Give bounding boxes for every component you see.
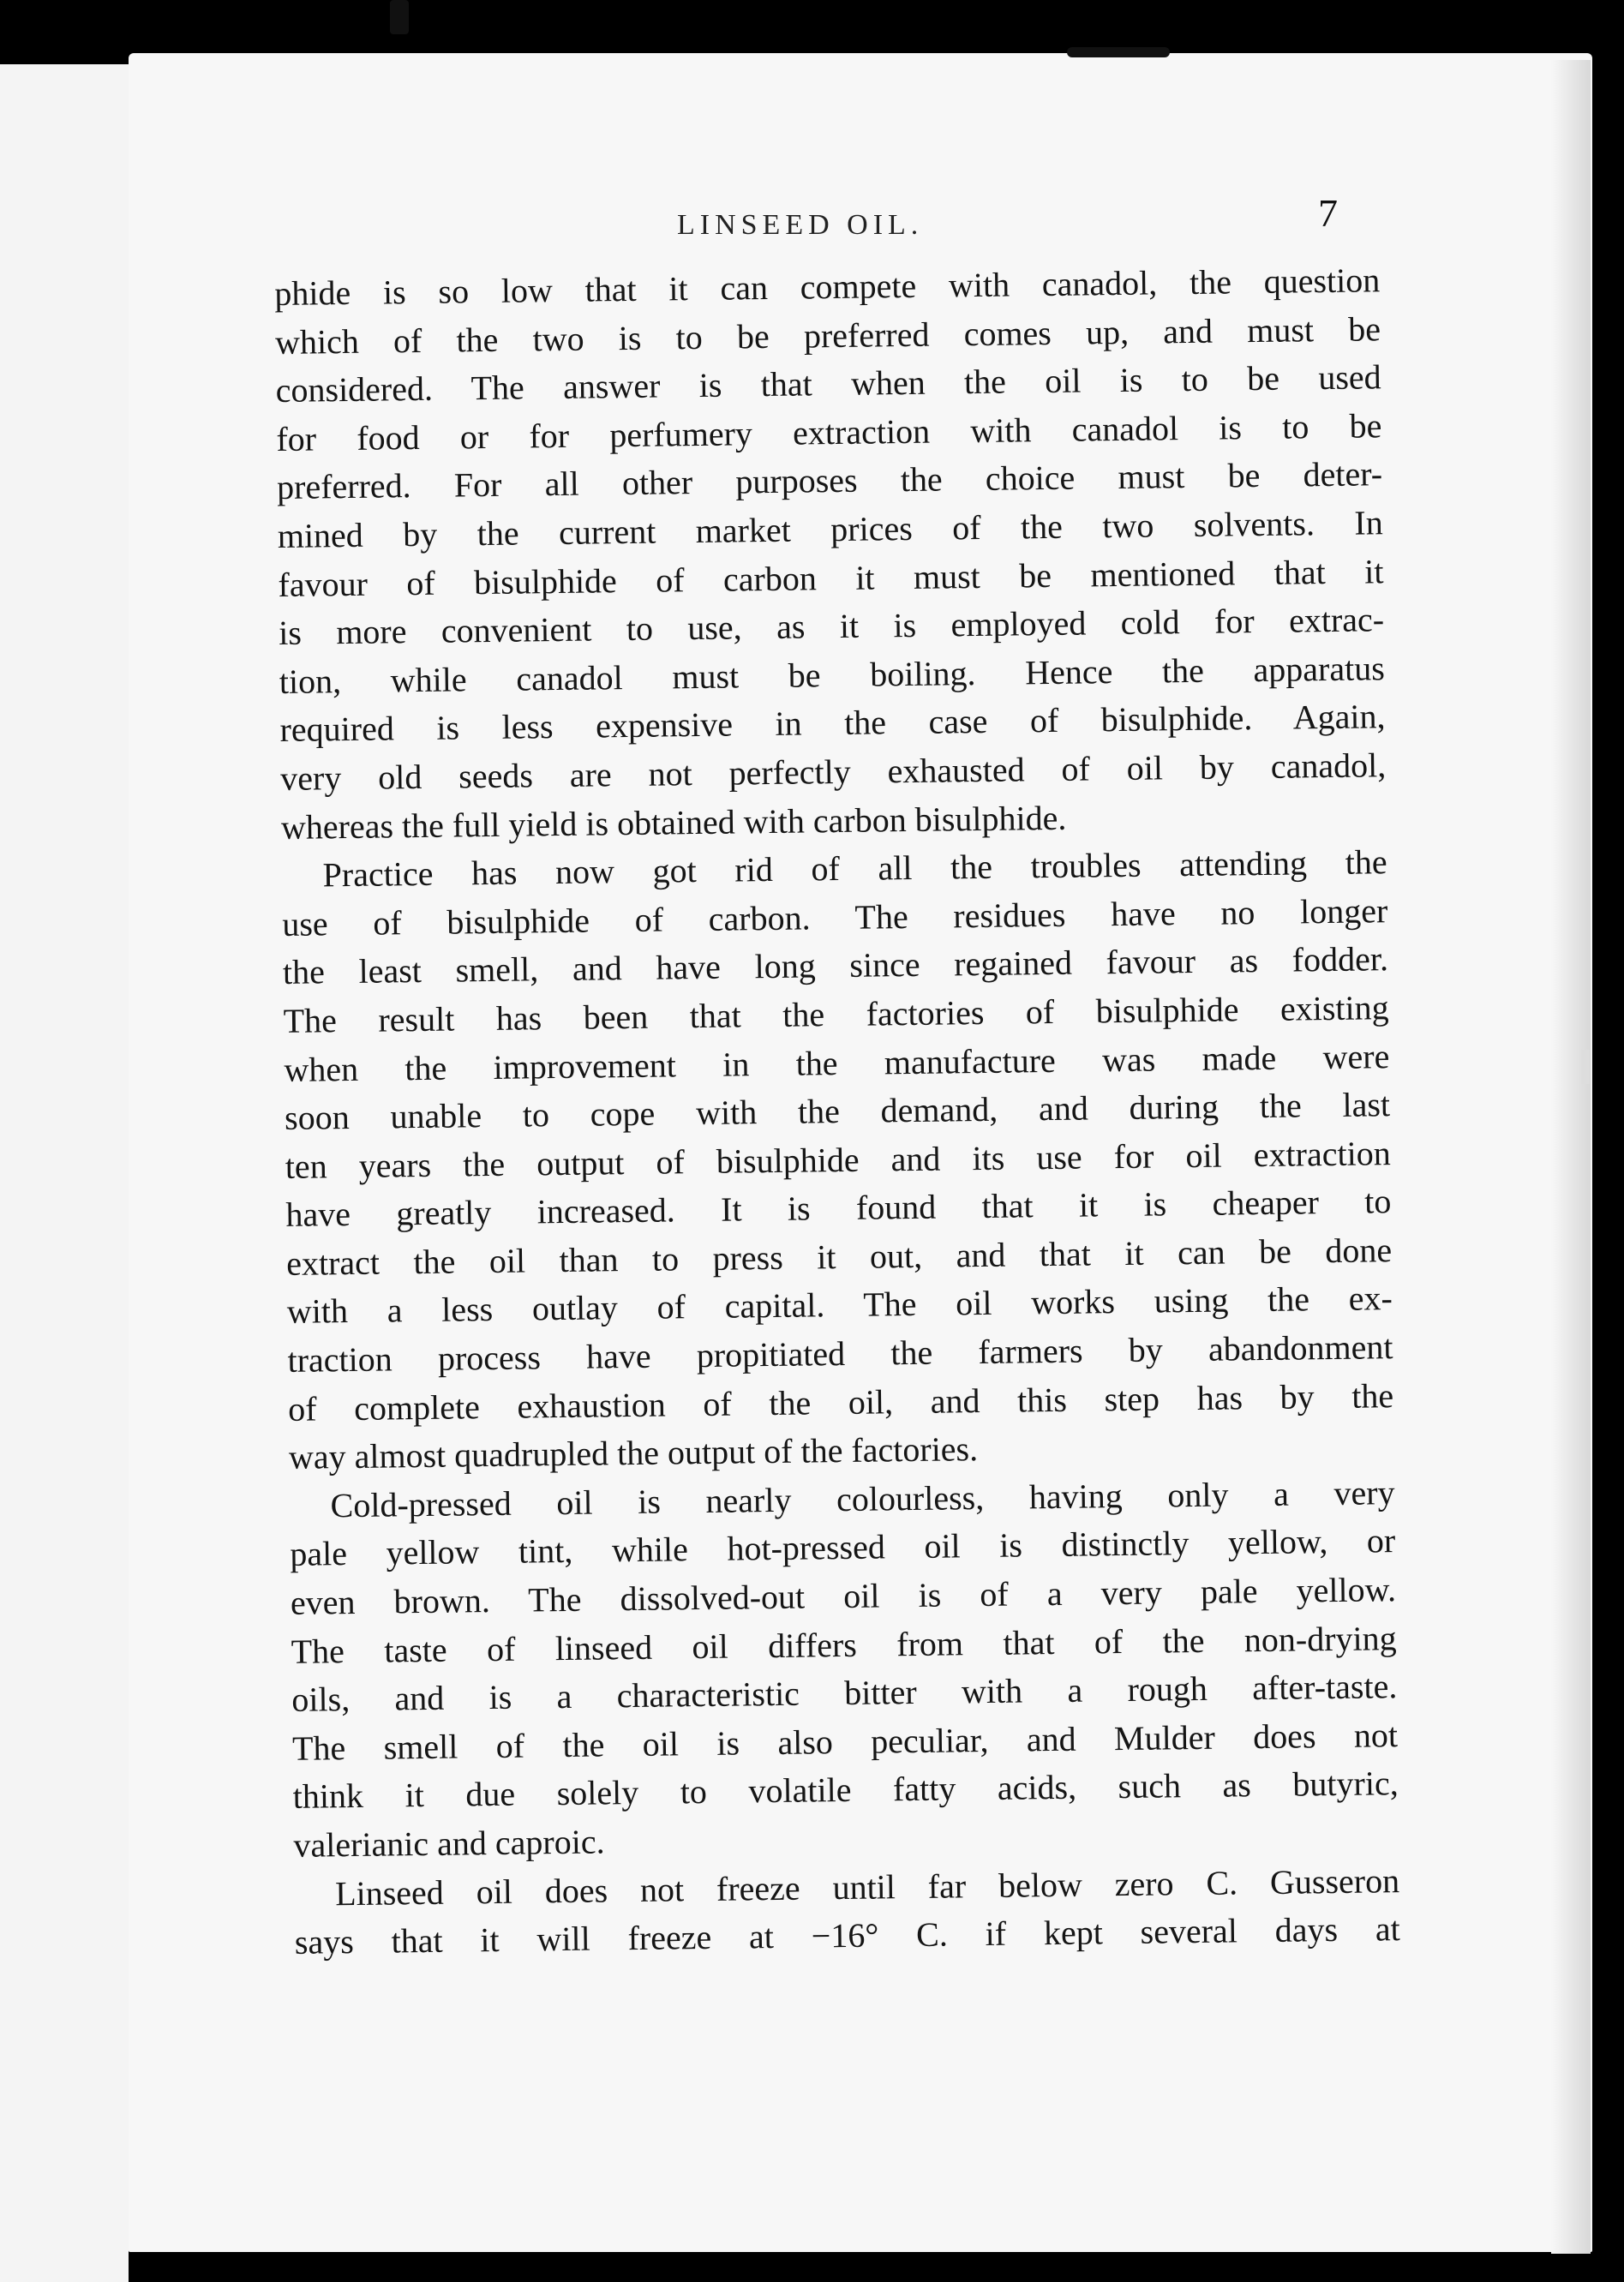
facing-page-edge — [0, 64, 129, 2282]
page-number: 7 — [1318, 191, 1338, 235]
text-line: use of bisulphide of carbon. The residues have no longer — [282, 890, 1388, 943]
text-line: soon unable to cope with the demand, and during the last — [284, 1085, 1391, 1138]
text-line: the least smell, and have long since regained favour as fodder. — [282, 939, 1389, 992]
text-line: when the improvement in the manufacture was made were — [284, 1036, 1390, 1089]
paragraph — [274, 256, 1387, 852]
text-line: phide is so low that it can compete with canadol, the question — [274, 261, 1381, 313]
scan-speck — [1581, 1050, 1590, 1084]
scan-speck — [1067, 47, 1170, 57]
body-text — [274, 256, 1400, 1967]
text-line: valerianic and caproic. — [293, 1822, 605, 1865]
paragraph — [289, 1469, 1399, 1870]
running-head: LINSEED OIL. — [677, 209, 924, 241]
text-line: mined by the current market prices of the two solvents. In — [277, 503, 1383, 555]
text-line: traction process have propitiated the farmers by abandonment — [287, 1327, 1393, 1380]
text-line: very old seeds are not perfectly exhausted of oil by canadol, — [279, 746, 1387, 798]
text-line: The taste of linseed oil differs from that of the non-drying — [291, 1618, 1397, 1671]
text-line: for food or for perfumery extraction with canadol is to be — [276, 406, 1382, 458]
text-line: extract the oil than to press it out, and that it can be done — [285, 1231, 1393, 1283]
text-line: think it due solely to volatile fatty acids, such as butyric, — [292, 1764, 1399, 1817]
paragraph — [281, 838, 1394, 1482]
text-line: ten years the output of bisulphide and its use for oil extraction — [285, 1133, 1391, 1186]
text-line: which of the two is to be preferred comes up, and must be — [274, 308, 1381, 362]
text-line: Practice has now got rid of all the troubles attending the — [322, 842, 1387, 895]
text-line: considered. The answer is that when the oil is to be used — [275, 357, 1381, 410]
text-line: is more convenient to use, as it is employed cold for extrac- — [278, 600, 1385, 653]
text-line: Linseed oil does not freeze until far below zero C. Gusseron — [334, 1860, 1400, 1913]
text-line: oils, and is a characteristic bitter with a rough after-taste. — [291, 1667, 1398, 1720]
text-line: whereas the full yield is obtained with carbon bisulphide. — [280, 798, 1067, 847]
paragraph — [294, 1857, 1400, 1968]
text-line: The result has been that the factories of bisulphide existing — [283, 988, 1389, 1040]
text-line: even brown. The dissolved-out oil is of a very pale yellow. — [290, 1570, 1397, 1622]
text-line: way almost quadrupled the output of the factories. — [288, 1429, 979, 1477]
text-line: pale yellow tint, while hot-pressed oil is distinctly yellow, or — [290, 1521, 1396, 1574]
text-line: with a less outlay of capital. The oil works using the ex- — [286, 1279, 1393, 1332]
text-line: of complete exhaustion of the oil, and this step has by the — [287, 1375, 1394, 1428]
text-line: tion, while canadol must be boiling. Hence the apparatus — [279, 648, 1386, 701]
page-edge-shadow — [1551, 60, 1591, 2254]
text-line: Cold-pressed oil is nearly colourless, having only a very — [330, 1472, 1395, 1525]
text-line: have greatly increased. It is found that it is cheaper to — [285, 1182, 1392, 1235]
text-line: favour of bisulphide of carbon it must be mentioned that it — [278, 551, 1384, 604]
text-line: The smell of the oil is also peculiar, and Mulder does not — [291, 1715, 1399, 1768]
text-line: required is less expensive in the case of bisulphide. Again, — [279, 697, 1386, 750]
text-line: preferred. For all other purposes the choice must be deter- — [276, 454, 1383, 507]
text-line: says that it will freeze at −16° C. if kept several days at — [294, 1909, 1401, 1962]
scan-speck — [390, 0, 409, 34]
